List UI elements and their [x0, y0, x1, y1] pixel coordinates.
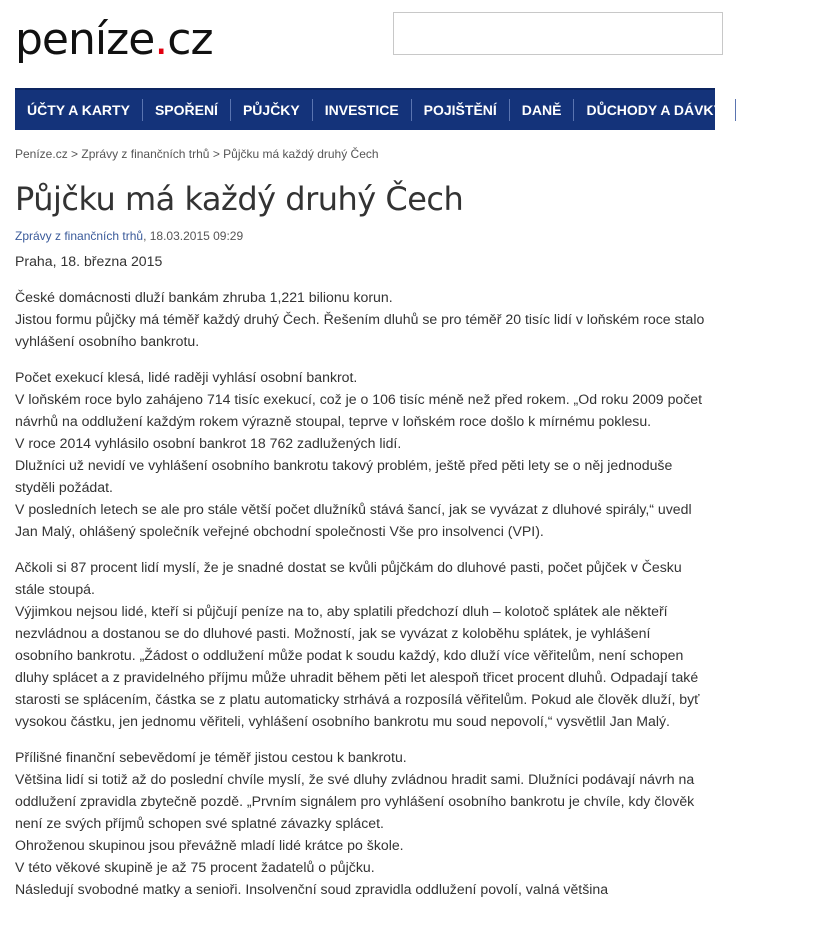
nav-item-taxes[interactable]: DANĚ — [509, 99, 574, 121]
article-text-line: Většina lidí si totiž až do poslední chvíle myslí, že své dluhy zvládnou hradit sami. Dlužníci podávají návrh na oddlužení zpravidla zbytečně pozdě. „Prvním signálem pro vyhlášení osobního bankrotu je chvíle, kdy člověk není ze svých příjmů schopen své splatné závazky splácet. — [15, 771, 695, 831]
article-text-line: České domácnosti dluží bankám zhruba 1,221 bilionu korun. — [15, 289, 393, 305]
article-paragraph — [15, 286, 705, 352]
article-paragraph — [15, 746, 705, 900]
article-text-line: Praha, 18. března 2015 — [15, 253, 163, 269]
article-text-line: Jistou formu půjčky má téměř každý druhý Čech. Řešením dluhů se pro téměř 20 tisíc lidí v loňském roce stalo vyhlášení osobního bankrotu. — [15, 311, 705, 349]
article-text-line: Dlužníci už nevidí ve vyhlášení osobního bankrotu takový problém, ještě před pěti lety se o něj jednoduše styděli požádat. — [15, 457, 673, 495]
nav-item-housing[interactable]: BYDLENÍ — [735, 99, 821, 121]
logo-text: peníze — [15, 14, 155, 65]
article-text-line: Počet exekucí klesá, lidé raději vyhlásí osobní bankrot. — [15, 369, 358, 385]
breadcrumb-separator: > — [71, 147, 79, 161]
article-paragraph — [15, 250, 705, 272]
nav-item-accounts-cards[interactable]: ÚČTY A KARTY — [27, 102, 130, 118]
breadcrumb-current-link[interactable]: Půjčku má každý druhý Čech — [223, 147, 379, 161]
nav-item-loans[interactable]: PŮJČKY — [230, 99, 312, 121]
article-category-link[interactable]: Zprávy z finančních trhů — [15, 229, 144, 243]
article-text-line: V této věkové skupině je až 75 procent žadatelů o půjčku. — [15, 859, 375, 875]
breadcrumb-home-link[interactable]: Peníze.cz — [15, 147, 68, 161]
breadcrumb-category-link[interactable]: Zprávy z finančních trhů — [81, 147, 210, 161]
article-text-line: V roce 2014 vyhlásilo osobní bankrot 18 762 zadlužených lidí. — [15, 435, 402, 451]
article-text-line: Následují svobodné matky a senioři. Insolvenční soud zpravidla oddlužení povolí, valná většina — [15, 881, 609, 897]
article-text-line: Výjimkou nejsou lidé, kteří si půjčují peníze na to, aby splatili předchozí dluh – kolotoč splátek ale někteří nezvládnou a dostanou se do dluhové pasti. Možností, jak se vyvázat z koloběhu splátek, je vyhlášení osobního bankrotu. „Žádost o oddlužení může podat k soudu každý, kdo dluží více věřitelům, není schopen dluhy splácet a z pravidelného příjmu může uhradit během pěti let alespoň třicet procent dluhů. Odpadají také starosti se splácením, částka se z platu automaticky strhává a rozposílá věřitelům. Pokud ale člověk dluží, byť vysokou částku, jen jednomu věřiteli, vyhlášení osobního bankrotu mu soud nepovolí,“ vysvětlil Jan Malý. — [15, 603, 700, 729]
nav-item-investments[interactable]: INVESTICE — [312, 99, 411, 121]
article-paragraph — [15, 366, 705, 542]
article-datetime: , 18.03.2015 09:29 — [143, 229, 244, 243]
main-navigation — [15, 88, 810, 130]
breadcrumb — [15, 147, 379, 161]
article-text-line: Přílišné finanční sebevědomí je téměř jistou cestou k bankrotu. — [15, 749, 407, 765]
nav-item-savings[interactable]: SPOŘENÍ — [142, 99, 230, 121]
nav-item-pensions-benefits[interactable]: DŮCHODY A DÁVKY — [573, 99, 734, 121]
article-body — [15, 250, 705, 914]
logo-tld: cz — [167, 14, 213, 65]
search-input[interactable] — [393, 12, 723, 55]
site-logo[interactable] — [15, 14, 213, 66]
article-text-line: Ohroženou skupinou jsou převážně mladí lidé krátce po škole. — [15, 837, 404, 853]
nav-item-insurance[interactable]: POJIŠTĚNÍ — [411, 99, 509, 121]
article-text-line: Ačkoli si 87 procent lidí myslí, že je snadné dostat se kvůli půjčkám do dluhové pasti, počet půjček v Česku stále stoupá. — [15, 559, 682, 597]
logo-dot: . — [154, 14, 168, 65]
article-title: Půjčku má každý druhý Čech — [15, 180, 464, 218]
article-meta — [15, 229, 243, 243]
article-text-line: V loňském roce bylo zahájeno 714 tisíc exekucí, což je o 106 tisíc méně než před rokem. „Od roku 2009 počet návrhů na oddlužení každým rokem výrazně stoupal, teprve v loňském roce došlo k mírnému poklesu. — [15, 391, 703, 429]
article-paragraph — [15, 556, 705, 732]
breadcrumb-separator: > — [212, 147, 220, 161]
article-text-line: V posledních letech se ale pro stále větší počet dlužníků stává šancí, jak se vyvázat z dluhové spirály,“ uvedl Jan Malý, ohlášený společník veřejné obchodní společnosti Vše pro insolvenci (VPI). — [15, 501, 692, 539]
